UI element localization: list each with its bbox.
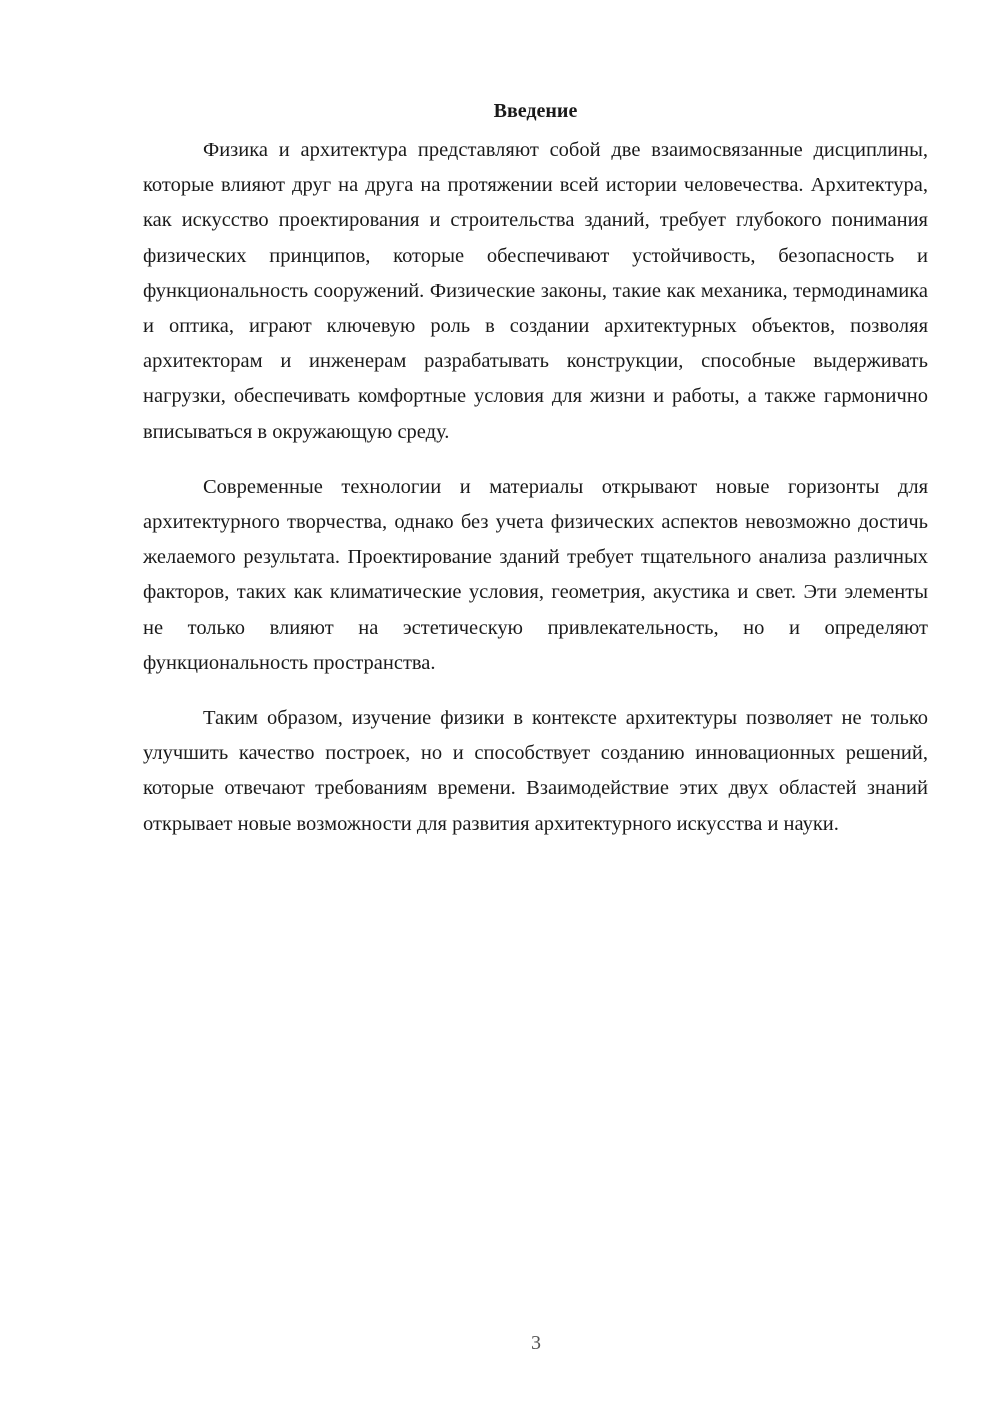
section-title: Введение bbox=[493, 100, 578, 122]
paragraph-2: Современные технологии и материалы открывают новые горизонты для архитектурного творчества, однако без учета физических аспектов невозможно достичь желаемого результата. Проектирование зданий требует тщательного анализа различных факторов, таких как климатические условия, геометрия, акустика и свет. Эти элементы не только влияют на эстетическую привлекательность, но и определяют функциональность пространства. bbox=[143, 475, 928, 674]
page-number: 3 bbox=[531, 1332, 541, 1354]
paragraph-3: Таким образом, изучение физики в контексте архитектуры позволяет не только улучшить качество построек, но и способствует созданию инновационных решений, которые отвечают требованиям времени. Взаимодействие этих двух областей знаний открывает новые возможности для развития архитектурного искусства и науки. bbox=[143, 707, 928, 835]
document-body bbox=[143, 94, 928, 862]
paragraph-1: Физика и архитектура представляют собой две взаимосвязанные дисциплины, которые влияют друг на друга на протяжении всей истории человечества. Архитектура, как искусство проектирования и строительства зданий, требует глубокого понимания физических принципов, которые обеспечивают устойчивость, безопасность и функциональность сооружений. Физические законы, такие как механика, термодинамика и оптика, играют ключевую роль в создании архитектурных объектов, позволяя архитекторам и инженерам разрабатывать конструкции, способные выдерживать нагрузки, обеспечивать комфортные условия для жизни и работы, а также гармонично вписываться в окружающую среду. bbox=[143, 139, 928, 443]
